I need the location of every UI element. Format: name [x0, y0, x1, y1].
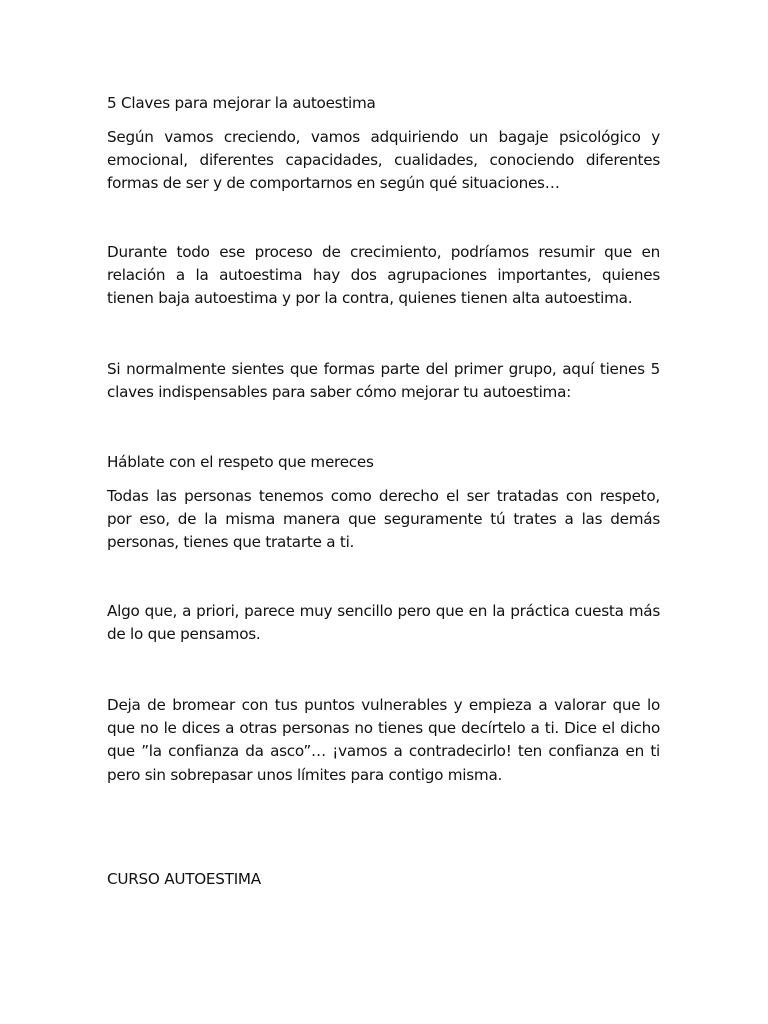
paragraph-intro: Según vamos creciendo, vamos adquiriendo un bagaje psicológico y emocional, diferentes capacidades, cualidades, conociendo diferentes formas de ser y de comportarnos en según qué situaciones…: [107, 128, 660, 193]
paragraph-respect: Todas las personas tenemos como derecho el ser tratadas con respeto, por eso, de la misma manera que seguramente tú trates a las demás personas, tienes que tratarte a ti.: [107, 487, 660, 552]
section-heading: Háblate con el respeto que mereces: [107, 453, 374, 471]
paragraph-first-group: Si normalmente sientes que formas parte del primer grupo, aquí tienes 5 claves indispensables para saber cómo mejorar tu autoestima:: [107, 360, 660, 402]
paragraph-process: Durante todo ese proceso de crecimiento, podríamos resumir que en relación a la autoestima hay dos agrupaciones importantes, quienes tienen baja autoestima y por la contra, quienes tienen alta autoestima.: [107, 243, 660, 308]
paragraph-simple: Algo que, a priori, parece muy sencillo pero que en la práctica cuesta más de lo que pensamos.: [107, 602, 660, 644]
paragraph-vulnerable: Deja de bromear con tus puntos vulnerables y empieza a valorar que lo que no le dices a otras personas no tienes que decírtelo a ti. Dice el dicho que ”la confianza da asco”… ¡vamos a contradecirlo! ten confianza en ti pero sin sobrepasar unos límites para contigo misma.: [107, 696, 660, 784]
footer-label: CURSO AUTOESTIMA: [107, 870, 261, 888]
document-title: 5 Claves para mejorar la autoestima: [107, 94, 376, 112]
